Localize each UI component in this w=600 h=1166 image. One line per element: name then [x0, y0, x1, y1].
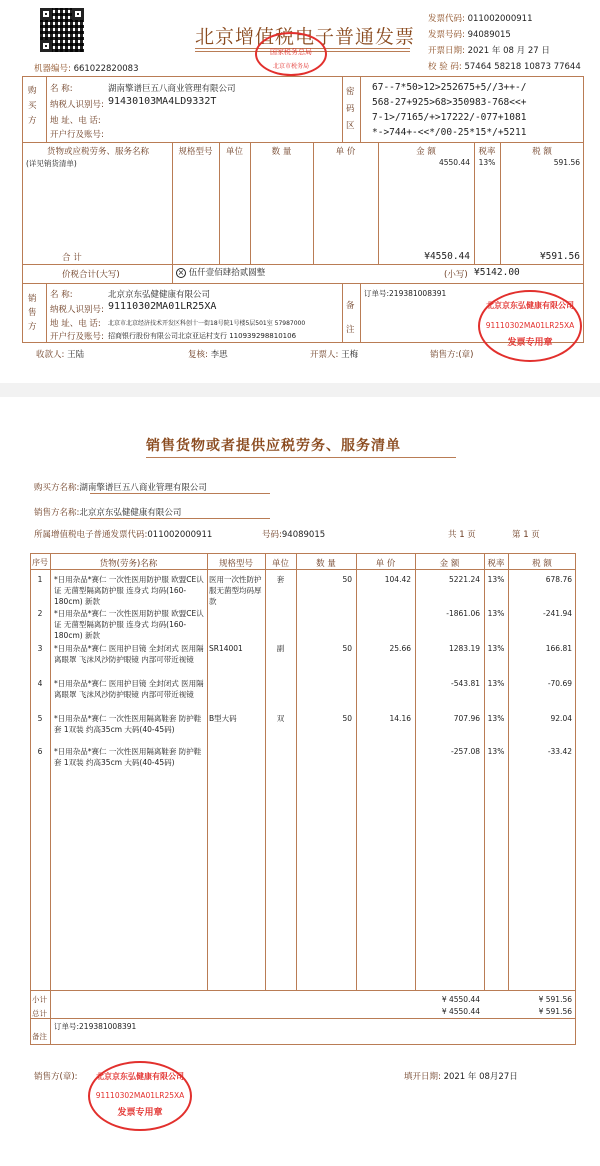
- cipher-text: 67--7*50>12>252675+5//3++-/ 568-27+925>68>350983-768<<+ 7-1>/7165/+>17222/-077+1081 *->744+-<<*/00-25*15*/+5211: [372, 82, 527, 138]
- machine-number: 661022820083: [73, 64, 139, 74]
- order-number: 219381008391: [79, 1022, 137, 1031]
- list-date-label: 填开日期:: [404, 1072, 441, 1082]
- buyer-name-label: 名 称:: [50, 84, 73, 94]
- invoice-date: 2021 年 08 月 27 日: [467, 46, 550, 56]
- subtotal-amount: ¥ 4550.44: [441, 995, 480, 1004]
- seller-name-label: 名 称:: [50, 290, 73, 300]
- col-tax: 税 额: [532, 147, 552, 157]
- invoice-code: 011002000911: [467, 14, 533, 24]
- grand-total-label: 总计: [32, 1009, 47, 1018]
- payee: 王陆: [67, 350, 85, 360]
- list-col-unit: 单位: [271, 559, 289, 569]
- list-col-spec: 规格型号: [218, 559, 253, 569]
- machine-label: 机器编号:: [34, 64, 71, 74]
- list-code-label: 所属增值税电子普通发票代码:: [34, 530, 148, 540]
- buyer-tax-id: 91430103MA4LD9332T: [108, 96, 217, 107]
- sum-words-label: 价税合计(大写): [62, 270, 120, 280]
- list-col-price: 单 价: [375, 559, 396, 569]
- cross-circle-icon: ×: [177, 268, 185, 277]
- invoice-code-label: 发票代码:: [428, 14, 465, 24]
- sum-small: ¥5142.00: [474, 267, 520, 278]
- list-buyer-label: 购买方名称:: [34, 483, 80, 493]
- invoice-number: 94089015: [467, 30, 511, 40]
- buyer-name: 湖南擎谱巨五八商业管理有限公司: [108, 84, 236, 94]
- list-col-name: 货物(劳务)名称: [99, 559, 158, 569]
- reviewer-label: 复核:: [188, 350, 208, 360]
- qr-code-icon: [40, 8, 84, 52]
- col-price: 单 价: [335, 147, 356, 157]
- invoice-number-label: 发票号码:: [428, 30, 465, 40]
- buyer-side-label: 购买方: [28, 86, 37, 126]
- list-number-label: 号码:: [262, 530, 282, 540]
- item-rate: 13%: [478, 158, 496, 167]
- order-label: 订单号:: [54, 1022, 80, 1031]
- col-goods-name: 货物或应税劳务、服务名称: [46, 147, 149, 157]
- payee-label: 收款人:: [36, 350, 65, 360]
- check-code: 57464 58218 10873 77644: [464, 62, 581, 72]
- total-tax: ¥591.56: [539, 251, 580, 262]
- seller-side-label: 销售方: [28, 294, 37, 332]
- cipher-area-label: 密码区: [346, 87, 355, 131]
- list-col-no: 序号: [32, 558, 48, 567]
- item-name: (详见销货清单): [26, 159, 77, 168]
- tax-supervision-seal: 国家税务总局 北京市税务局: [255, 32, 327, 76]
- total-label: 合 计: [62, 253, 82, 263]
- list-total-pages: 共 1 页: [448, 530, 476, 540]
- list-col-amount: 金 额: [439, 559, 460, 569]
- seller-bank-label: 开户行及账号:: [50, 332, 104, 342]
- drawer-label: 开票人:: [310, 350, 339, 360]
- list-page: 第 1 页: [512, 530, 540, 540]
- col-amount: 金 额: [416, 147, 436, 157]
- list-buyer: 湖南擎谱巨五八商业管理有限公司: [79, 483, 207, 493]
- seller-bank: 招商银行股份有限公司北京亚运村支行 110939298810106: [108, 332, 297, 340]
- list-col-qty: 数 量: [316, 559, 336, 569]
- list-col-tax: 税 额: [532, 559, 552, 569]
- invoice-title: 北京增值税电子普通发票: [195, 26, 416, 48]
- subtotal-tax: ¥ 591.56: [538, 995, 572, 1004]
- sum-small-label: (小写): [444, 270, 468, 280]
- list-title: 销售货物或者提供应税劳务、服务清单: [146, 438, 401, 454]
- col-qty: 数 量: [271, 147, 292, 157]
- seller-tax-id: 91110302MA01LR25XA: [108, 301, 217, 312]
- seller-addr-label: 地 址、电 话:: [50, 319, 101, 329]
- list-date: 2021 年 08月27日: [443, 1072, 518, 1082]
- seller-stamp-label: 销售方:(章): [430, 350, 474, 360]
- list-number: 94089015: [281, 530, 326, 540]
- list-seller-seal: 北京京东弘健康有限公司 91110302MA01LR25XA 发票专用章: [88, 1061, 192, 1131]
- check-code-label: 校 验 码:: [428, 62, 462, 72]
- seller-addr: 北京市北京经济技术开发区科创十一街18号院1号楼5层501室 57987000: [108, 320, 306, 327]
- invoice-date-label: 开票日期:: [428, 46, 465, 56]
- col-rate: 税率: [478, 147, 496, 157]
- seller-invoice-seal: 北京京东弘健康有限公司 91110302MA01LR25XA 发票专用章: [478, 290, 582, 362]
- item-amount: 4550.44: [438, 158, 470, 167]
- buyer-bank-label: 开户行及账号:: [50, 130, 104, 140]
- buyer-tax-label: 纳税人识别号:: [50, 100, 104, 110]
- total-amount: ¥4550.44: [424, 251, 470, 262]
- buyer-addr-label: 地 址、电 话:: [50, 116, 101, 126]
- item-tax: 591.56: [553, 158, 580, 167]
- reviewer: 李思: [210, 350, 228, 360]
- list-remark-label: 备注: [32, 1032, 47, 1041]
- grand-total-amount: ¥ 4550.44: [441, 1007, 480, 1016]
- remark-label: 备注: [346, 301, 355, 335]
- grand-total-tax: ¥ 591.56: [538, 1007, 572, 1016]
- drawer: 王梅: [341, 350, 359, 360]
- col-unit: 单位: [225, 147, 243, 157]
- sum-words: 伍仟壹佰肆拾贰圆整: [188, 268, 266, 278]
- seller-tax-label: 纳税人识别号:: [50, 305, 104, 315]
- remark-order: 订单号:219381008391: [364, 289, 447, 298]
- subtotal-label: 小计: [32, 995, 47, 1004]
- seller-name: 北京京东弘健健康有限公司: [108, 290, 211, 300]
- list-code: 011002000911: [147, 530, 213, 540]
- list-col-rate: 税率: [487, 559, 505, 569]
- col-spec: 规格型号: [178, 147, 213, 157]
- sales-list-page: 销售货物或者提供应税劳务、服务清单 购买方名称:湖南擎谱巨五八商业管理有限公司 销售方名称:北京京东弘健健康有限公司 所属增值税电子普通发票代码:011002000911 号码:94089015 共 1 页 第 1 页 序号 货物(劳务)名称 规格型号 单位 数 量 单 价 金 额 税率 税 额 1 *日用杂品*赛仁 一次性医用防护服 欧盟CE认证 无菌型隔离防护服 连身式 均码(160-180cm) 新款 医用一次性防护服无菌型均码厚款 套 50 104.42 5221.24 13% 678.76 2 *日用杂品*赛仁 一次性医用防护服 欧盟CE认证 无菌型隔离防护服 连身式 均码(160-180cm) 新款 -1861.06 13% -241.94 3 *日用杂品*赛仁 医用护目镜 全封闭式 医用隔离眼罩 飞沫风沙防护眼镜 内部可带近视镜 SR14001 副 50 25.66 1283.19 13% 166.81 4 *日用杂品*赛仁 医用护目镜 全封闭式 医用隔离眼罩 飞沫风沙防护眼镜 内部可带近视镜 -543.81 13% -70.69 5 *日用杂品*赛仁 一次性医用隔离鞋套 防护鞋套 1双装 约高35cm 大码(40-45码) B型大码 双 50 14.16 707.96 13% 92.04 6 *日用杂品*赛仁 一次性医用隔离鞋套 防护鞋套 1双装 约高35cm 大码(40-45码) -257.08 13% -33.42 小计 ¥ 4550.44 ¥ 591.56 总计 ¥ 4550.44 ¥ 591.56 订单号:219381008391 备注 销售方(章): 填开日期: 2021 年 08月27日 北京京东弘健康有限公司 91110302MA01LR25XA 发票专用章: [0, 397, 600, 1166]
- invoice-page: [0, 0, 600, 383]
- list-seller-stamp-label: 销售方(章):: [34, 1072, 78, 1082]
- list-seller-label: 销售方名称:: [34, 508, 80, 518]
- list-seller: 北京京东弘健健康有限公司: [79, 508, 182, 518]
